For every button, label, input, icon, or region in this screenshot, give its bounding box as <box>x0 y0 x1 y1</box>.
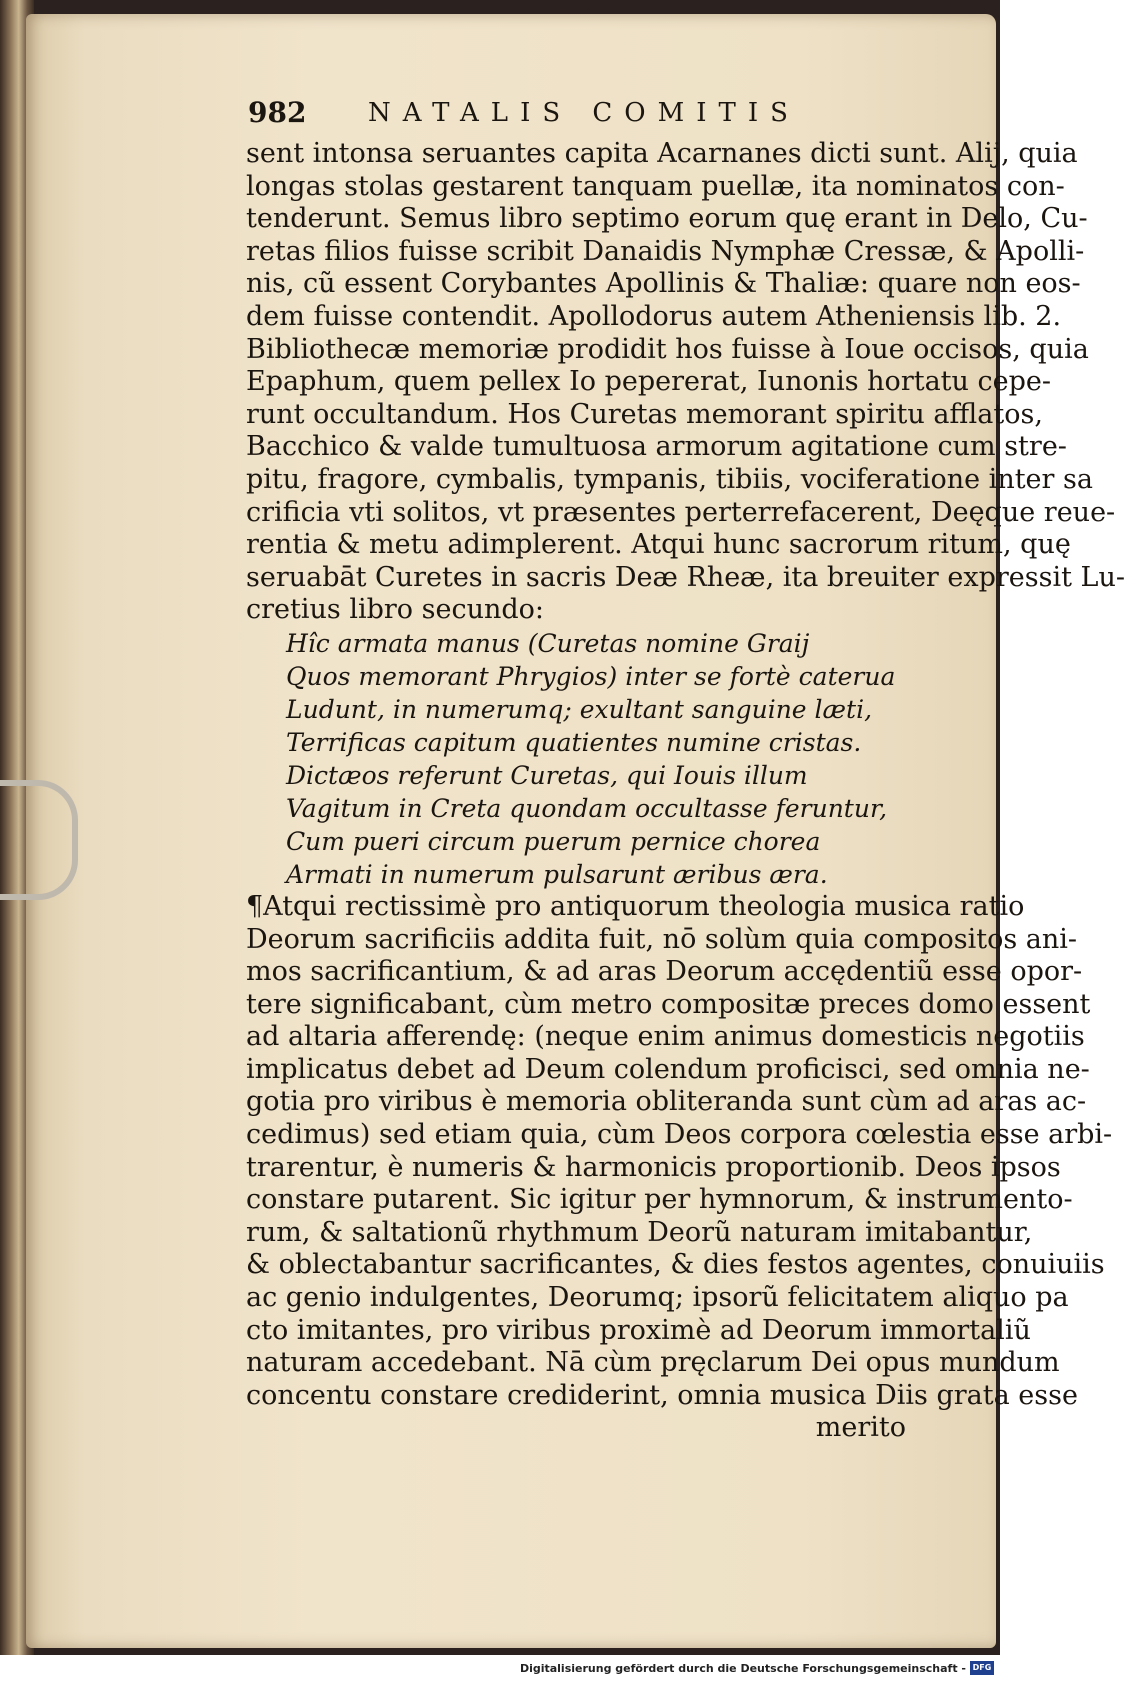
text-line: pitu, fragore, cymbalis, tympanis, tibiis, vociferatione inter sa <box>246 463 1093 495</box>
verse-line: Hîc armata manus (Curetas nomine Graij <box>286 628 810 658</box>
text-line: trarentur, è numeris & harmonicis proportionib. Deos ipsos <box>246 1151 1061 1183</box>
text-line: runt occultandum. Hos Curetas memorant spiritu afflatos, <box>246 398 1043 430</box>
text-line: Bibliothecæ memoriæ prodidit hos fuisse à Ioue occisos, quia <box>246 333 1089 365</box>
verse-line: Armati in numerum pulsarunt æribus æra. <box>286 859 828 889</box>
catchword: merito <box>815 1412 906 1444</box>
text-line: concentu constare crediderint, omnia musica Diis grata esse <box>246 1379 1078 1411</box>
page-header <box>248 96 828 130</box>
verse-line: Quos memorant Phrygios) inter se fortè caterua <box>286 661 896 691</box>
verse-line: Dictæos referunt Curetas, qui Iouis illum <box>286 760 808 790</box>
text-line: dem fuisse contendit. Apollodorus autem Atheniensis lib. 2. <box>246 300 1062 332</box>
text-line: Deorum sacrificiis addita fuit, nō solùm quia compositos ani- <box>246 923 1078 955</box>
verse-line: Terrificas capitum quatientes numine cristas. <box>286 727 862 757</box>
text-line: retas filios fuisse scribit Danaidis Nymphæ Cressæ, & Apolli- <box>246 235 1085 267</box>
text-line: cretius libro secundo: <box>246 594 544 626</box>
funding-credit: Digitalisierung gefördert durch die Deutsche Forschungsgemeinschaft - <box>519 1662 966 1675</box>
verse-line: Cum pueri circum puerum pernice chorea <box>286 826 821 856</box>
page-clip <box>0 780 78 900</box>
text-line: nis, cũ essent Corybantes Apollinis & Thaliæ: quare non eos- <box>246 268 1081 300</box>
text-line: gotia pro viribus è memoria obliteranda sunt cùm ad aras ac- <box>246 1086 1087 1118</box>
body-text <box>246 138 1125 1445</box>
running-title: NATALIS COMITIS <box>368 98 800 128</box>
text-line: Bacchico & valde tumultuosa armorum agitatione cum stre- <box>246 431 1067 463</box>
text-line: seruabāt Curetes in sacris Deæ Rheæ, ita breuiter expressit Lu- <box>246 561 1125 593</box>
text-line: ad altaria afferendę: (neque enim animus domesticis negotiis <box>246 1021 1085 1053</box>
text-line: sent intonsa seruantes capita Acarnanes dicti sunt. Alij, quia <box>246 138 1078 169</box>
text-line: & oblectabantur sacrificantes, & dies festos agentes, conuiuiis <box>246 1249 1105 1281</box>
text-line: tere significabant, cùm metro compositæ preces domo essent <box>246 988 1091 1020</box>
text-line: mos sacrificantium, & ad aras Deorum accędentiũ esse opor- <box>246 956 1083 988</box>
digitization-footer <box>0 1655 1000 1683</box>
text-line: constare putarent. Sic igitur per hymnorum, & instrumento- <box>246 1184 1073 1216</box>
text-line: implicatus debet ad Deum colendum proficisci, sed omnia ne- <box>246 1053 1090 1085</box>
text-line: naturam accedebant. Nā cùm pręclarum Dei opus mundum <box>246 1347 1060 1379</box>
text-line: ¶Atqui rectissimè pro antiquorum theologia musica ratio <box>246 890 1025 922</box>
text-line: crificia vti solitos, vt præsentes perterrefacerent, Deęque reue- <box>246 496 1116 528</box>
dfg-logo: DFG <box>970 1661 994 1675</box>
text-line: cedimus) sed etiam quia, cùm Deos corpora cœlestia esse arbi- <box>246 1119 1113 1151</box>
page-number: 982 <box>248 96 307 129</box>
text-line: cto imitantes, pro viribus proximè ad Deorum immortaliũ <box>246 1314 1031 1346</box>
verse-line: Vagitum in Creta quondam occultasse feruntur, <box>286 793 888 823</box>
text-line: rum, & saltationũ rhythmum Deorũ naturam imitabantur, <box>246 1216 1033 1248</box>
text-line: Epaphum, quem pellex Io pepererat, Iunonis hortatu cepe- <box>246 366 1051 398</box>
text-line: ac genio indulgentes, Deorumq; ipsorũ felicitatem aliquo pa <box>246 1282 1069 1314</box>
text-line: longas stolas gestarent tanquam puellæ, ita nominatos con- <box>246 170 1065 202</box>
text-line: rentia & metu adimplerent. Atqui hunc sacrorum ritum, quę <box>246 529 1071 561</box>
verse-line: Ludunt, in numerumq; exultant sanguine læti, <box>286 694 873 724</box>
text-line: tenderunt. Semus libro septimo eorum quę erant in Delo, Cu- <box>246 203 1088 235</box>
